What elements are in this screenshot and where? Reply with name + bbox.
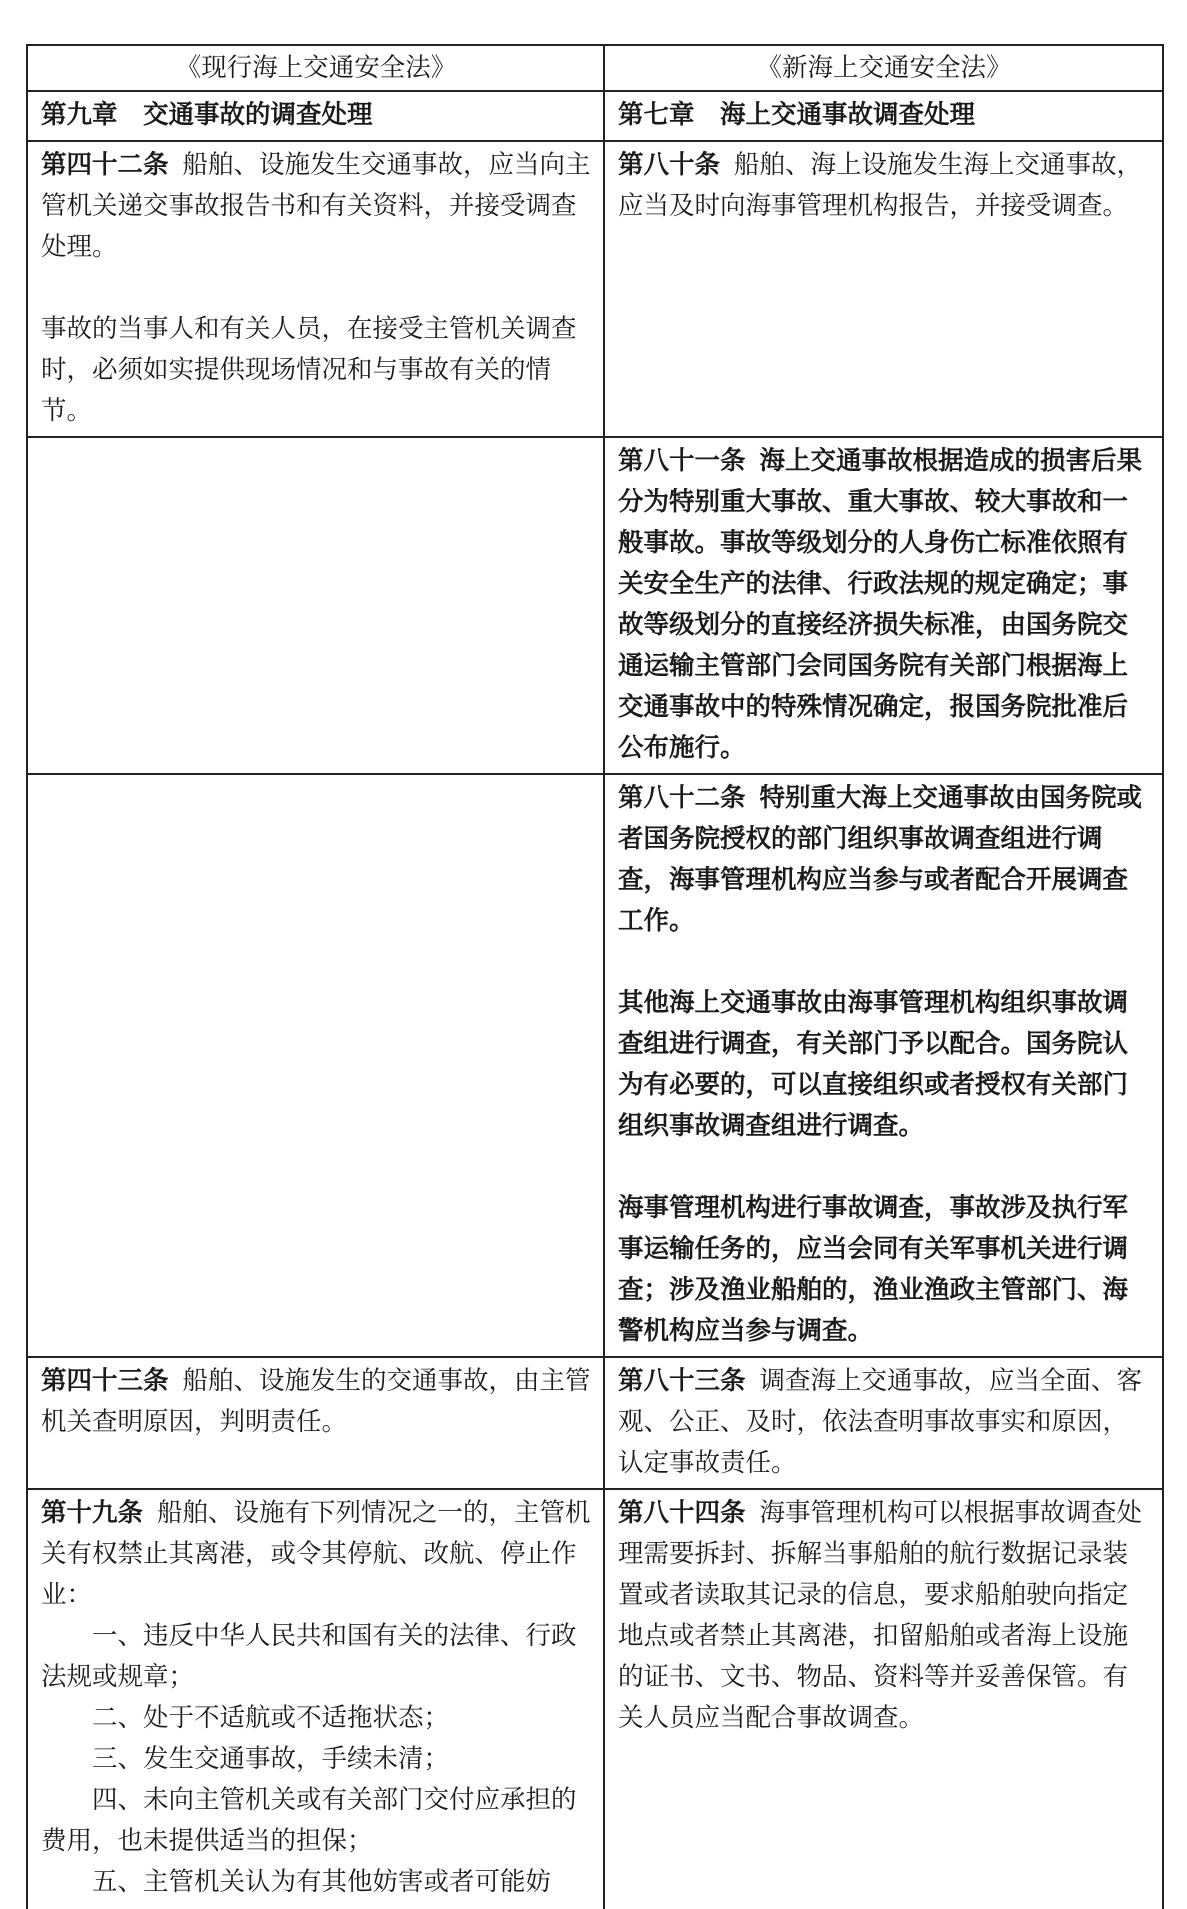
article-label: 第八十条 <box>618 150 721 180</box>
header-current-law: 《现行海上交通安全法》 <box>27 45 604 91</box>
article-label: 第四十三条 <box>41 1366 169 1396</box>
table-row <box>27 141 1163 437</box>
article-label: 第八十二条 <box>618 783 746 813</box>
new-law-cell <box>604 141 1163 437</box>
article-text: 海事管理机构可以根据事故调查处理需要拆封、拆解当事船舶的航行数据记录装置或者读取其记录的信息，要求船舶驶向指定地点或者禁止其离港，扣留船舶或者海上设施的证书、文书、物品、资料等并妥善保管。有关人员应当配合事故调查。 <box>618 1498 1143 1733</box>
article-label: 第四十二条 <box>41 150 169 180</box>
article-paragraph <box>618 778 1150 942</box>
list-item: 三、发生交通事故，手续未清； <box>92 1744 450 1774</box>
new-law-cell <box>604 1489 1163 1909</box>
table-row <box>27 1489 1163 1909</box>
table-row <box>27 437 1163 774</box>
article-text: 海上交通事故根据造成的损害后果分为特别重大事故、重大事故、较大事故和一般事故。事故等级划分的人身伤亡标准依照有关安全生产的法律、行政法规的规定确定；事故等级划分的直接经济损失标准，由国务院交通运输主管部门会同国务院有关部门根据海上交通事故中的特殊情况确定，报国务院批准后公布施行。 <box>618 446 1143 763</box>
article-paragraph <box>618 441 1150 769</box>
header-new-law: 《新海上交通安全法》 <box>604 45 1163 91</box>
article-paragraph <box>41 1361 591 1443</box>
current-law-cell-empty <box>27 774 604 1357</box>
article-paragraph <box>618 145 1150 227</box>
list-item: 一、违反中华人民共和国有关的法律、行政法规或规章； <box>41 1621 577 1692</box>
article-label: 第八十三条 <box>618 1366 746 1396</box>
article-text: 调查海上交通事故，应当全面、客观、公正、及时，依法查明事故事实和原因，认定事故责任。 <box>618 1366 1143 1478</box>
law-comparison-table <box>26 44 1164 1909</box>
new-law-cell <box>604 774 1163 1357</box>
article-paragraph <box>41 1493 591 1616</box>
article-paragraph-2: 事故的当事人和有关人员，在接受主管机关调查时，必须如实提供现场情况和与事故有关的情节。 <box>41 314 577 426</box>
current-law-cell <box>27 1357 604 1489</box>
current-law-cell <box>27 141 604 437</box>
chapter-row <box>27 91 1163 141</box>
article-text: 船舶、海上设施发生海上交通事故，应当及时向海事管理机构报告，并接受调查。 <box>618 150 1143 221</box>
table-row <box>27 774 1163 1357</box>
article-text: 船舶、设施发生交通事故，应当向主管机关递交事故报告书和有关资料，并接受调查处理。 <box>41 150 591 262</box>
new-law-cell <box>604 1357 1163 1489</box>
chapter-current-law: 第九章 交通事故的调查处理 <box>27 91 604 141</box>
article-text: 船舶、设施有下列情况之一的，主管机关有权禁止其离港，或令其停航、改航、停止作业： <box>41 1498 591 1610</box>
list-item: 四、未向主管机关或有关部门交付应承担的费用，也未提供适当的担保； <box>41 1785 577 1856</box>
new-law-cell <box>604 437 1163 774</box>
article-paragraph <box>618 1493 1150 1739</box>
article-paragraph-3: 海事管理机构进行事故调查，事故涉及执行军事运输任务的，应当会同有关军事机关进行调查；涉及渔业船舶的，渔业渔政主管部门、海警机构应当参与调查。 <box>618 1193 1129 1346</box>
list-item: 五、主管机关认为有其他妨害或者可能妨 <box>92 1867 552 1897</box>
article-label: 第十九条 <box>41 1498 144 1528</box>
article-paragraph-2: 其他海上交通事故由海事管理机构组织事故调查组进行调查，有关部门予以配合。国务院认为有必要的，可以直接组织或者授权有关部门组织事故调查组进行调查。 <box>618 988 1129 1141</box>
article-text: 船舶、设施发生的交通事故，由主管机关查明原因，判明责任。 <box>41 1366 591 1437</box>
article-label: 第八十四条 <box>618 1498 746 1528</box>
table-row <box>27 1357 1163 1489</box>
article-paragraph <box>618 1361 1150 1484</box>
article-text: 特别重大海上交通事故由国务院或者国务院授权的部门组织事故调查组进行调查，海事管理机构应当参与或者配合开展调查工作。 <box>618 783 1143 936</box>
article-paragraph <box>41 145 591 268</box>
article-label: 第八十一条 <box>618 446 746 476</box>
current-law-cell <box>27 1489 604 1909</box>
list-item: 二、处于不适航或不适拖状态； <box>92 1703 450 1733</box>
chapter-new-law: 第七章 海上交通事故调查处理 <box>604 91 1163 141</box>
current-law-cell-empty <box>27 437 604 774</box>
table-header-row <box>27 45 1163 91</box>
